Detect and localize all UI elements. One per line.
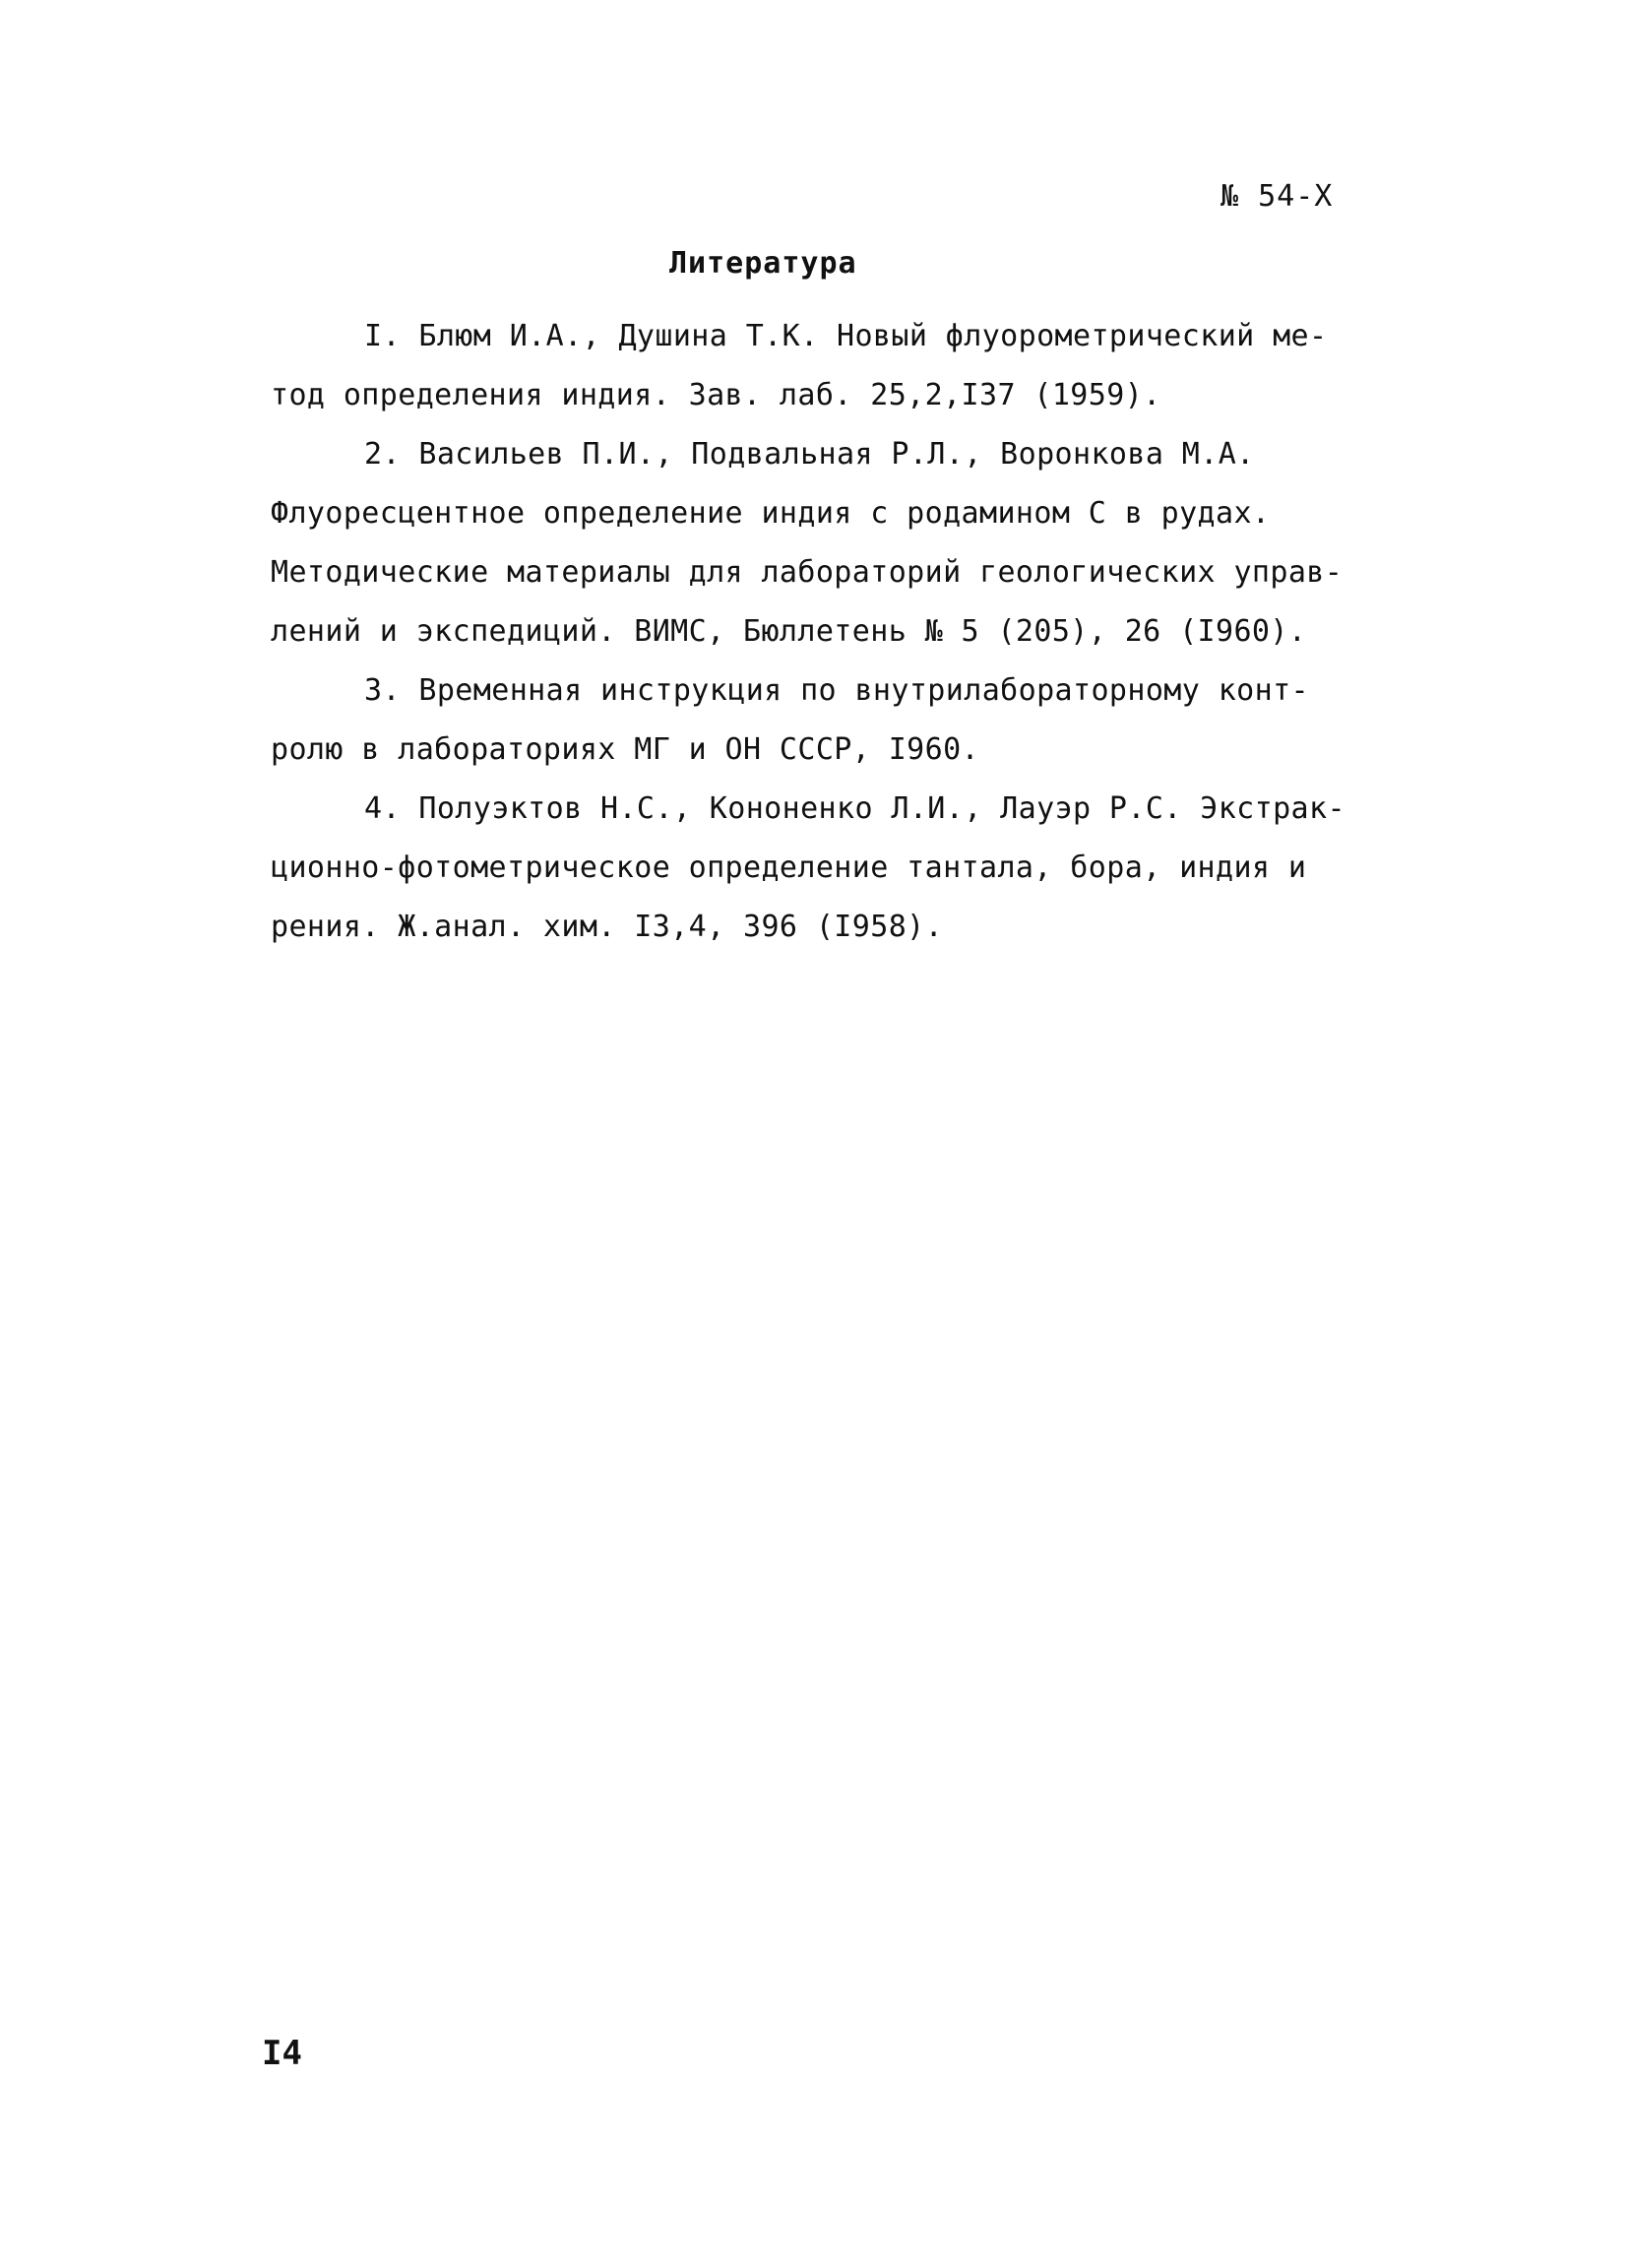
reference-line: Флуоресцентное определение индия с родамином С в рудах. — [271, 496, 1271, 531]
reference-line: рения. Ж.анал. хим. I3,4, 396 (I958). — [271, 910, 944, 944]
reference-line: 2. Васильев П.И., Подвальная Р.Л., Воронкова М.А. — [364, 437, 1255, 472]
reference-line: ролю в лабораториях МГ и ОН СССР, I960. — [271, 732, 979, 767]
reference-item — [271, 780, 1363, 957]
reference-item — [271, 307, 1363, 425]
reference-line: лений и экспедиций. ВИМС, Бюллетень № 5 (205), 26 (I960). — [271, 614, 1307, 649]
reference-line: 4. Полуэктов Н.С., Кононенко Л.И., Лауэр Р.С. Экстрак- — [364, 791, 1345, 826]
reference-item — [271, 425, 1363, 662]
reference-line: Методические материалы для лабораторий геологических управ- — [271, 555, 1344, 590]
reference-line: ционно-фотометрическое определение тантала, бора, индия и — [271, 850, 1307, 885]
reference-item — [271, 662, 1363, 780]
document-number: № 54-Х — [1220, 179, 1334, 214]
reference-line: тод определения индия. Зав. лаб. 25,2,I37 (1959). — [271, 378, 1161, 412]
section-heading: Литература — [669, 246, 857, 281]
reference-list — [271, 307, 1363, 957]
reference-line: 3. Временная инструкция по внутрилабораторному конт- — [364, 673, 1309, 708]
reference-line: I. Блюм И.А., Душина Т.К. Новый флуорометрический ме- — [364, 319, 1328, 353]
page-number: I4 — [262, 2034, 302, 2073]
